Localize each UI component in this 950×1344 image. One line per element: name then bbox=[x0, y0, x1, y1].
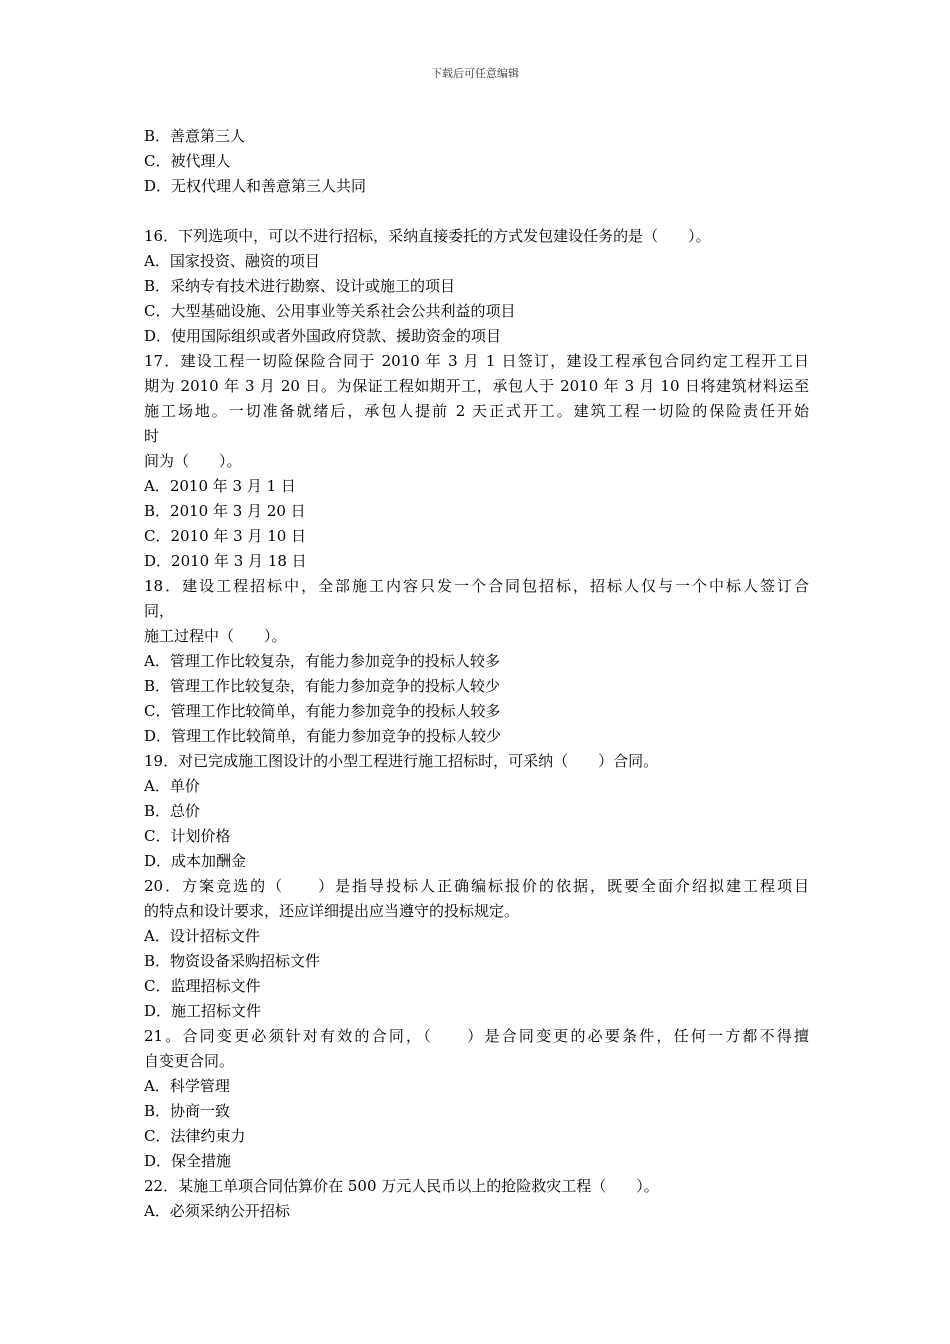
option-line: A．必须采纳公开招标 bbox=[144, 1202, 290, 1220]
question-18: 18．建设工程招标中，全部施工内容只发一个合同包招标，招标人仅与一个中标人签订合 bbox=[144, 577, 809, 595]
option-line: B．物资设备采购招标文件 bbox=[144, 952, 321, 970]
option-line: C．大型基础设施、公用事业等关系社会公共利益的项目 bbox=[144, 302, 516, 320]
question-17: 17．建设工程一切险保险合同于 2010 年 3 月 1 日签订，建设工程承包合同约定工程开工日 bbox=[144, 352, 809, 370]
question-22: 22．某施工单项合同估算价在 500 万元人民币以上的抢险救灾工程（ ）。 bbox=[144, 1177, 659, 1195]
option-line: A．科学管理 bbox=[144, 1077, 230, 1095]
option-line: D．管理工作比较简单，有能力参加竞争的投标人较少 bbox=[144, 727, 502, 745]
option-line: B．采纳专有技术进行勘察、设计或施工的项目 bbox=[144, 277, 456, 295]
question-21: 21。合同变更必须针对有效的合同，（ ）是合同变更的必要条件，任何一方都不得擅 bbox=[144, 1027, 809, 1045]
option-line: C．监理招标文件 bbox=[144, 977, 261, 995]
option-line: D．保全措施 bbox=[144, 1152, 232, 1170]
option-line: D．使用国际组织或者外国政府贷款、援助资金的项目 bbox=[144, 327, 502, 345]
page-header: 下载后可任意编辑 bbox=[431, 67, 519, 80]
option-line: D．施工招标文件 bbox=[144, 1002, 262, 1020]
question-20: 20．方案竞选的（ ）是指导投标人正确编标报价的依据，既要全面介绍拟建工程项目 bbox=[144, 877, 809, 895]
question-17-cont: 期为 2010 年 3 月 20 日。为保证工程如期开工，承包人于 2010 年 3 月 10 日将建筑材料运至 bbox=[144, 377, 809, 395]
question-18-cont: 施工过程中（ ）。 bbox=[144, 627, 287, 645]
option-line: C．法律约束力 bbox=[144, 1127, 246, 1145]
option-line: A．2010 年 3 月 1 日 bbox=[144, 477, 296, 495]
text-line: C．被代理人 bbox=[144, 152, 231, 170]
option-line: D．2010 年 3 月 18 日 bbox=[144, 552, 307, 570]
question-16: 16．下列选项中，可以不进行招标，采纳直接委托的方式发包建设任务的是（ ）。 bbox=[144, 227, 711, 245]
option-line: B．总价 bbox=[144, 802, 201, 820]
option-line: B．2010 年 3 月 20 日 bbox=[144, 502, 306, 520]
option-line: A．国家投资、融资的项目 bbox=[144, 252, 320, 270]
document-body bbox=[144, 124, 809, 1224]
question-17-cont: 施工场地。一切准备就绪后，承包人提前 2 天正式开工。建筑工程一切险的保险责任开始 bbox=[144, 402, 809, 420]
question-17-cont: 间为（ ）。 bbox=[144, 452, 242, 470]
option-line: C．计划价格 bbox=[144, 827, 231, 845]
option-line: B．管理工作比较复杂，有能力参加竞争的投标人较少 bbox=[144, 677, 501, 695]
option-line: A．单价 bbox=[144, 777, 200, 795]
question-17-cont: 时 bbox=[144, 427, 160, 445]
option-line: A．管理工作比较复杂，有能力参加竞争的投标人较多 bbox=[144, 652, 500, 670]
question-21-cont: 自变更合同。 bbox=[144, 1052, 235, 1070]
option-line: B．协商一致 bbox=[144, 1102, 231, 1120]
option-line: A．设计招标文件 bbox=[144, 927, 260, 945]
question-19: 19．对已完成施工图设计的小型工程进行施工招标时，可采纳（ ）合同。 bbox=[144, 752, 659, 770]
option-line: C．管理工作比较简单，有能力参加竞争的投标人较多 bbox=[144, 702, 501, 720]
blank-line bbox=[144, 199, 809, 224]
question-18-cont: 同， bbox=[144, 602, 175, 620]
question-20-cont: 的特点和设计要求，还应详细提出应当遵守的投标规定。 bbox=[144, 902, 520, 920]
option-line: C．2010 年 3 月 10 日 bbox=[144, 527, 307, 545]
text-line: B．善意第三人 bbox=[144, 127, 246, 145]
option-line: D．成本加酬金 bbox=[144, 852, 247, 870]
text-line: D．无权代理人和善意第三人共同 bbox=[144, 177, 367, 195]
